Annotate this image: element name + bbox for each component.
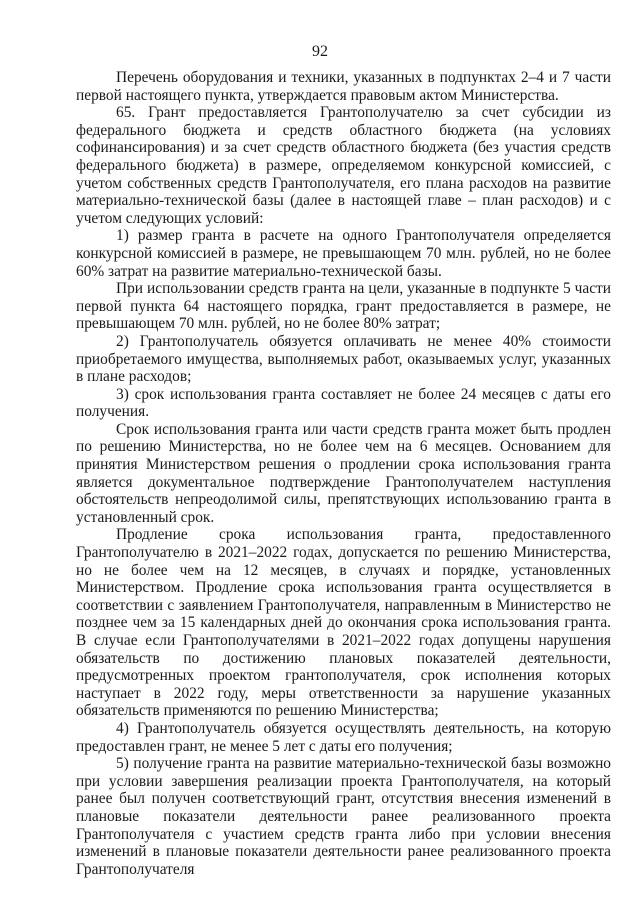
paragraph-condition-3: 3) срок использования гранта составляет не более 24 месяцев с даты его получения. bbox=[76, 385, 611, 421]
paragraph-condition-2: 2) Грантополучатель обязуется оплачивать не менее 40% стоимости приобретаемого имущества, выполняемых работ, оказываемых услуг, указанных в плане расходов; bbox=[76, 332, 611, 386]
paragraph-condition-1: 1) размер гранта в расчете на одного Грантополучателя определяется конкурсной комиссией в размере, не превышающем 70 млн. рублей, но не более 60% затрат на развитие материально-технической базы. bbox=[76, 227, 611, 280]
paragraph-extension-2021-2022: Продление срока использования гранта, предоставленного Грантополучателю в 2021–2022 годах, допускается по решению Министерства, но не более чем на 12 месяцев, в случаях и порядке, установленных Министерством. Продление срока использования гранта осуществляется в соответствии с заявлением Грантополучателя, направленным в Министерство не позднее чем за 15 календарных дней до окончания срока использования гранта. В случае если Грантополучателями в 2021–2022 годах допущены нарушения обязательств по достижению плановых показателей деятельности, предусмотренных проектом грантополучателя, срок исполнения которых наступает в 2022 году, меры ответственности за нарушение указанных обязательств применяются по решению Министерства; bbox=[76, 526, 611, 720]
page-number: 92 bbox=[312, 43, 328, 60]
paragraph-equipment-list: Перечень оборудования и техники, указанных в подпунктах 2–4 и 7 части первой настоящего пункта, утверждается правовым актом Министерства. bbox=[76, 69, 611, 104]
paragraph-item-65: 65. Грант предоставляется Грантополучателю за счет субсидии из федерального бюджета и средств областного бюджета (на условиях софинансирования) и за счет средств областного бюджета (без участия средств федерального бюджета) в размере, определяемом конкурсной комиссией, с учетом собственных средств Грантополучателя, его плана расходов на развитие материально-технической базы (далее в настоящей главе – план расходов) и с учетом следующих условий: bbox=[76, 104, 611, 227]
paragraph-condition-1-note: При использовании средств гранта на цели, указанные в подпункте 5 части первой пункта 64 настоящего порядка, грант предоставляется в размере, не превышающем 70 млн. рублей, но не более 80% затрат; bbox=[76, 280, 611, 333]
paragraph-condition-4: 4) Грантополучатель обязуется осуществлять деятельность, на которую предоставлен грант, не менее 5 лет с даты его получения; bbox=[76, 719, 611, 755]
paragraph-condition-5: 5) получение гранта на развитие материально-технической базы возможно при условии завершения реализации проекта Грантополучателя, на который ранее был получен соответствующий грант, отсутствия внесения изменений в плановые показатели деятельности ранее реализованного проекта Грантополучателя с участием средств гранта либо при условии внесения изменений в плановые показатели деятельности ранее реализованного проекта Грантополучателя bbox=[76, 755, 611, 878]
paragraph-extension: Срок использования гранта или части средств гранта может быть продлен по решению Министерства, но не более чем на 6 месяцев. Основанием для принятия Министерством решения о продлении срока использования гранта является документальное подтверждение Грантополучателем наступления обстоятельств непреодолимой силы, препятствующих использованию гранта в установленный срок. bbox=[76, 420, 611, 526]
document-body bbox=[76, 69, 611, 878]
